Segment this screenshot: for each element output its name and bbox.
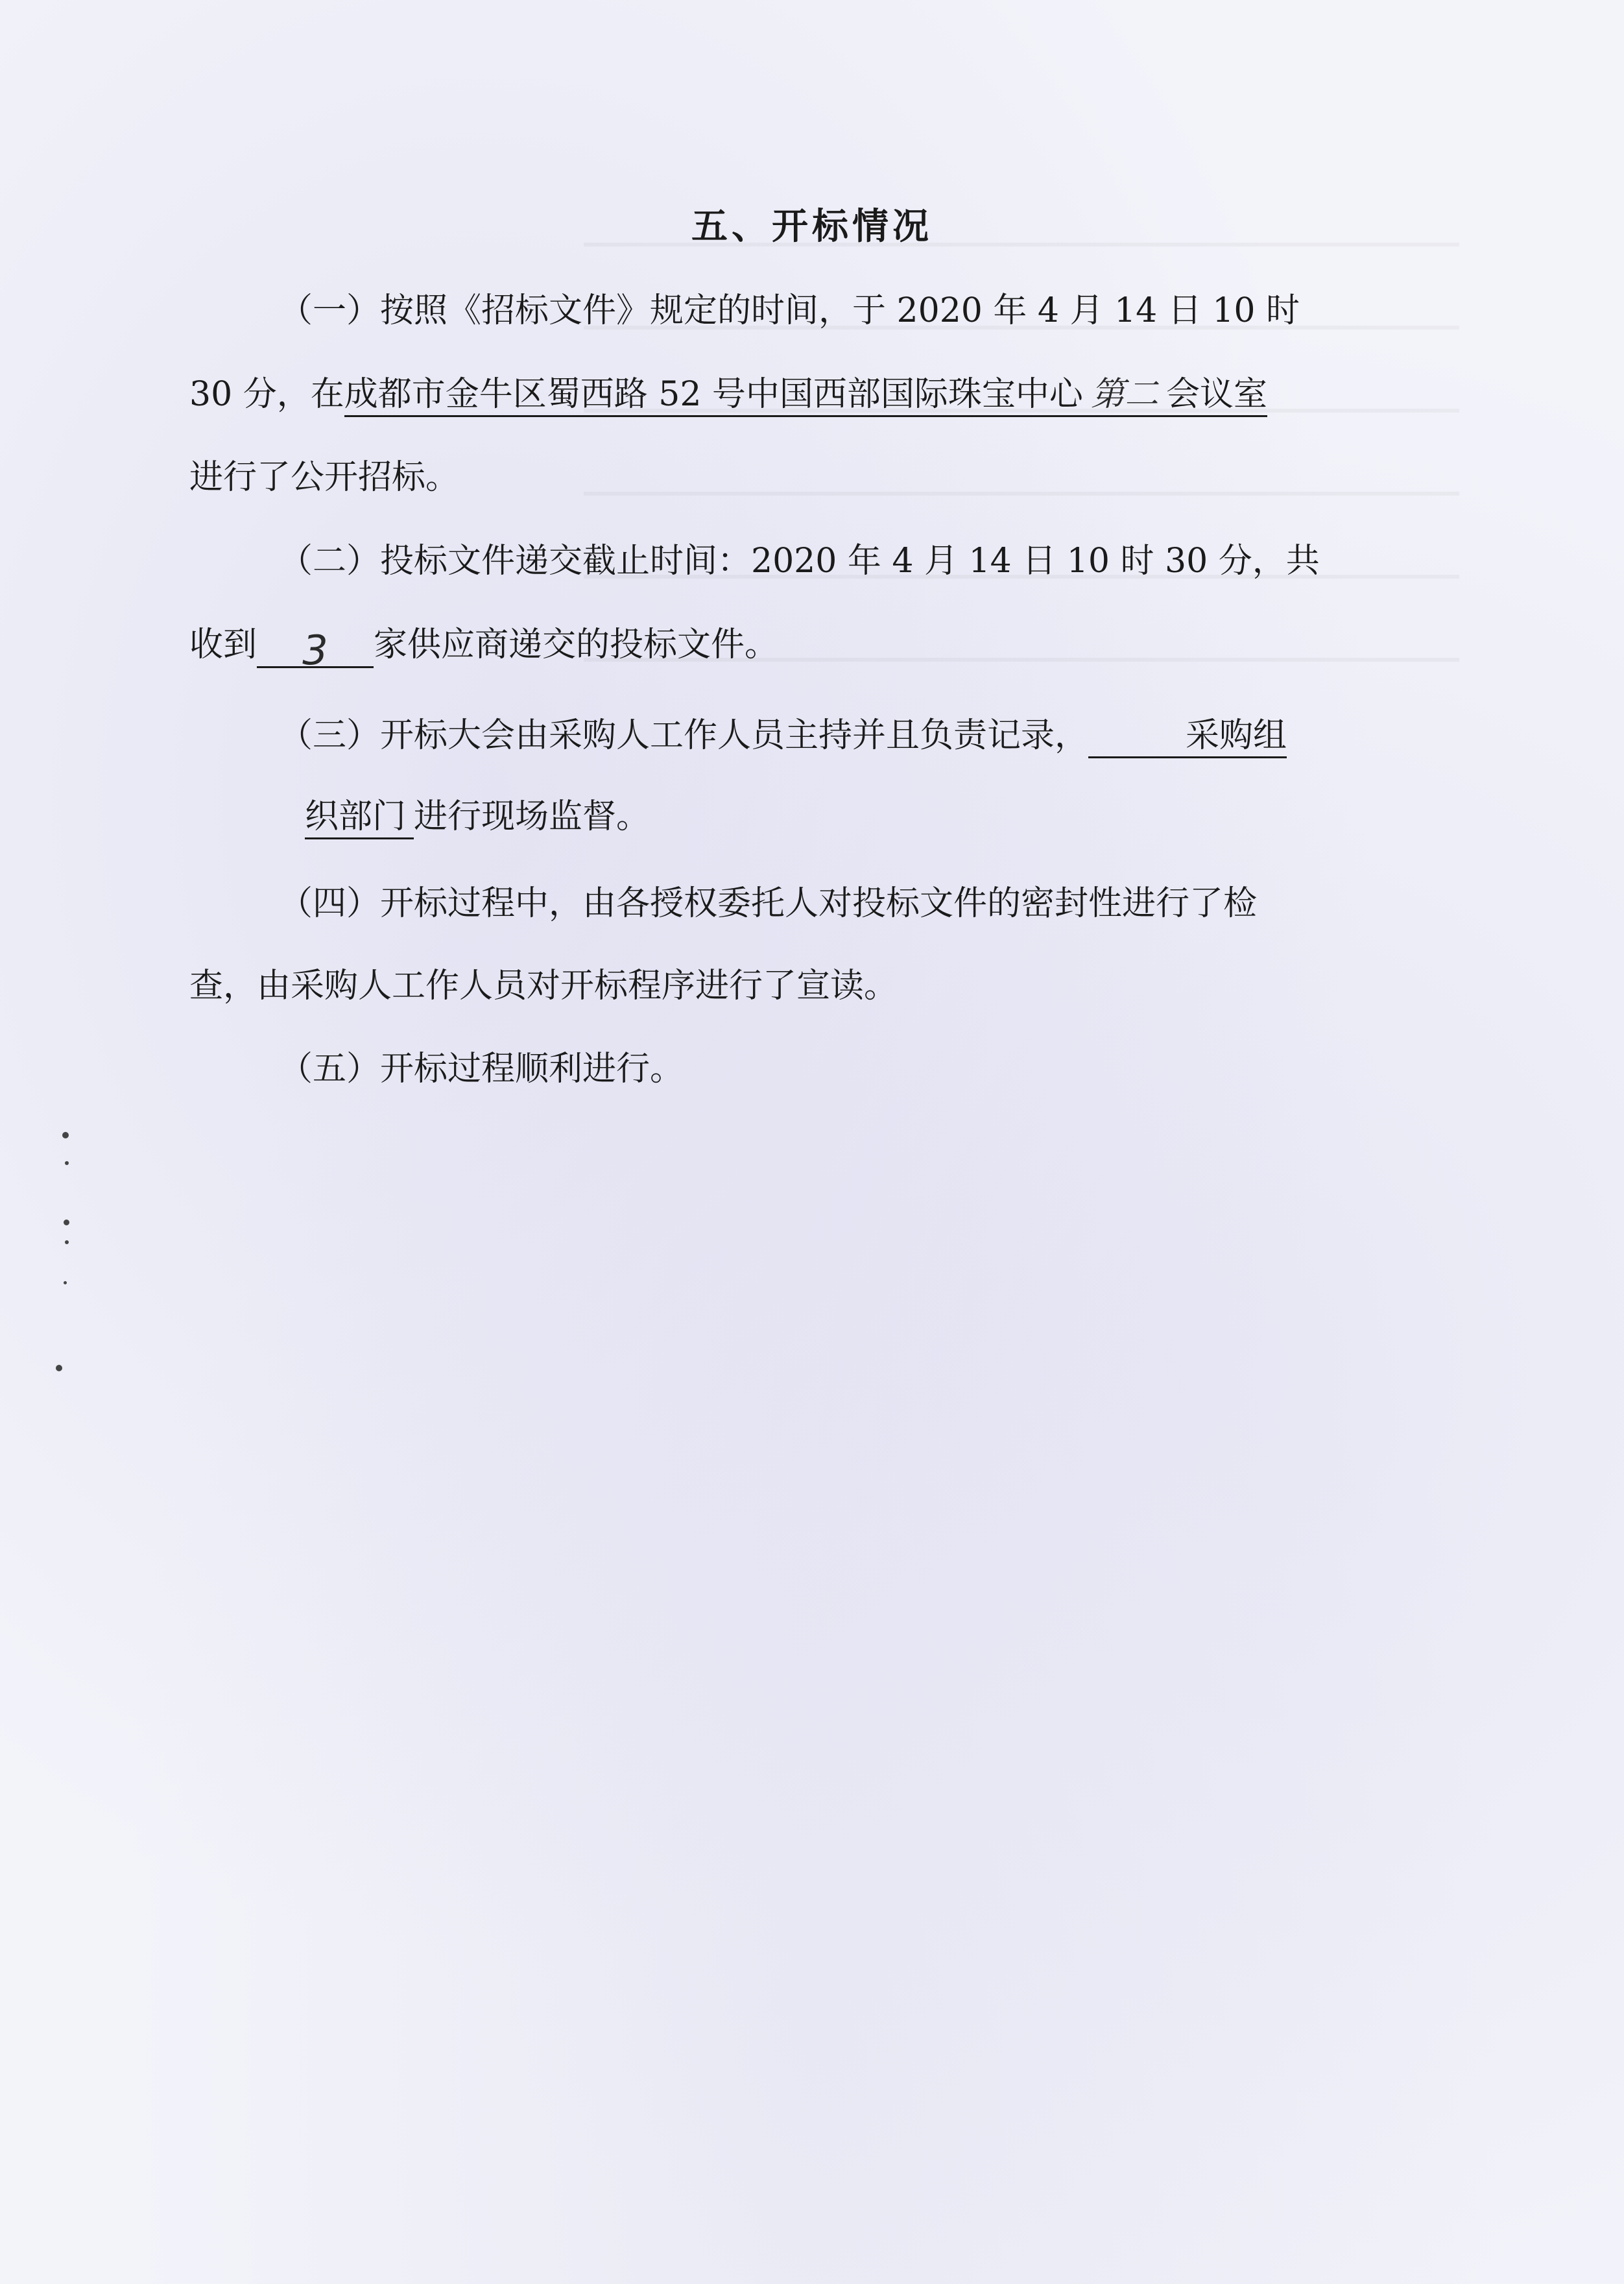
scan-speck	[62, 1132, 69, 1138]
section-title: 五、开标情况	[691, 205, 933, 248]
scan-speck	[65, 1161, 69, 1165]
para1-line3: 进行了公开招标。	[189, 458, 460, 497]
para4-line1: （四）开标过程中，由各授权委托人对投标文件的密封性进行了检	[279, 884, 1258, 923]
room-suffix: 会议室	[1165, 375, 1267, 414]
scan-speck	[65, 1240, 69, 1244]
para1-line2-prefix: 30 分，在	[189, 375, 344, 414]
supervisor-part2: 织部门	[305, 797, 414, 839]
supervisor-part1: 采购组	[1088, 716, 1287, 758]
para2-line2-prefix: 收到	[189, 625, 257, 664]
para1-line1: （一）按照《招标文件》规定的时间，于 2020 年 4 月 14 日 10 时	[279, 291, 1300, 330]
location-address: 成都市金牛区蜀西路 52 号中国西部国际珠宝中心	[344, 375, 1083, 414]
para3-line2	[305, 793, 650, 840]
para2-line2	[189, 621, 779, 674]
para3-line1	[279, 712, 1287, 759]
para5-line1: （五）开标过程顺利进行。	[279, 1050, 684, 1088]
scan-speck	[64, 1281, 67, 1284]
handwritten-room-number: 第二	[1090, 375, 1158, 414]
para4-line2: 查，由采购人工作人员对开标程序进行了宣读。	[189, 967, 898, 1005]
para2-line2-suffix: 家供应商递交的投标文件。	[374, 625, 779, 664]
para2-line1: （二）投标文件递交截止时间：2020 年 4 月 14 日 10 时 30 分，共	[279, 542, 1320, 581]
para1-line2	[189, 371, 1267, 418]
scan-speck	[64, 1220, 69, 1225]
meeting-location	[344, 375, 1267, 417]
para3-line1-text: （三）开标大会由采购人工作人员主持并且负责记录，	[279, 716, 1089, 755]
para3-line2-suffix: 进行现场监督。	[414, 797, 651, 836]
handwritten-bidder-count: 3	[257, 627, 374, 668]
scan-speck	[56, 1365, 62, 1371]
